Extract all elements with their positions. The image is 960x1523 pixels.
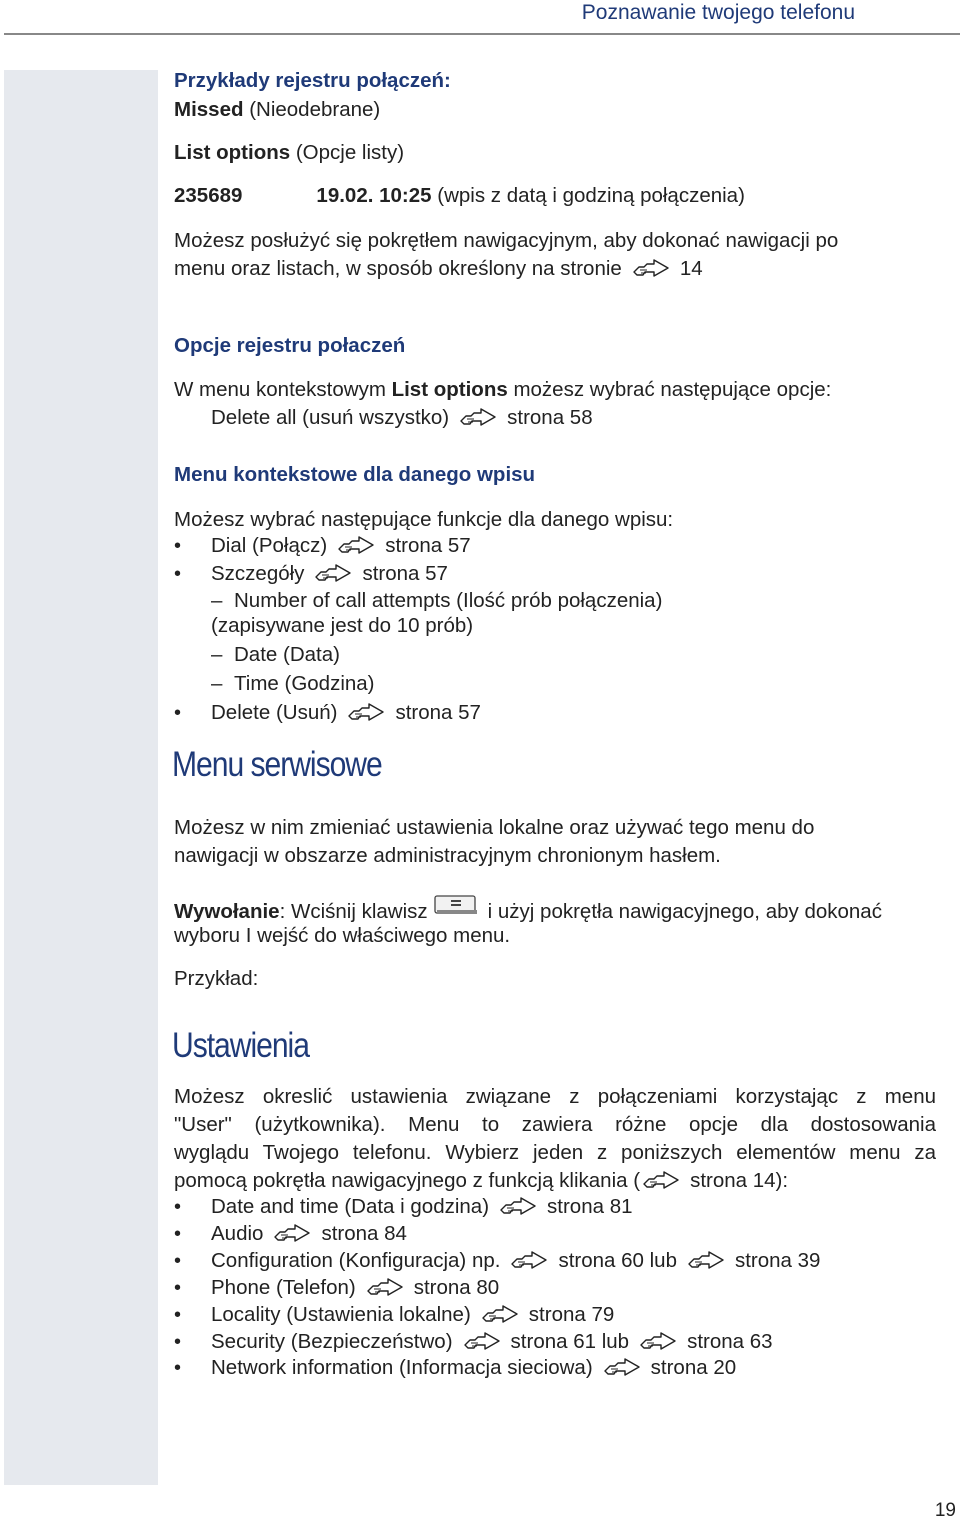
item-label: Security (Bezpieczeństwo) xyxy=(211,1330,453,1353)
missed-label: Missed xyxy=(174,98,244,121)
item-ref: strona 61 lub xyxy=(510,1330,630,1353)
delete-all-ref: strona 58 xyxy=(507,406,593,429)
bullet: • xyxy=(174,1357,182,1379)
settings-line-4 xyxy=(174,1167,936,1195)
menu-key-icon xyxy=(434,894,478,916)
list-options-translation: (Opcje listy) xyxy=(290,141,405,164)
details-sub-2: – Date (Data) xyxy=(211,643,340,666)
delete-all-item xyxy=(211,405,593,431)
details-item xyxy=(211,561,448,587)
call-pre: : Wciśnij klawisz xyxy=(279,900,428,923)
item-ref: strona 81 xyxy=(547,1195,633,1218)
settings-heading: Ustawienia xyxy=(172,1026,309,1065)
bullet: • xyxy=(174,1196,182,1218)
details-sub-1: – Number of call attempts (Ilość prób połączenia) xyxy=(211,589,663,612)
intro-post: możesz wybrać następujące opcje: xyxy=(507,378,832,401)
settings-line-2: "User" (użytkownika). Menu to zawiera różne opcje dla dostosowania xyxy=(174,1113,936,1136)
details-sub-3-text: Time (Godzina) xyxy=(234,672,375,695)
pointing-hand-icon xyxy=(337,535,375,555)
entry-line xyxy=(174,183,745,209)
settings-line-3: wyglądu Twojego telefonu. Wybierz jeden z poniższych elementów menu za xyxy=(174,1141,936,1164)
details-sub-3: – Time (Godzina) xyxy=(211,672,375,695)
page-number: 19 xyxy=(934,1500,956,1521)
bullet: • xyxy=(174,1250,182,1272)
settings-item-phone xyxy=(211,1275,499,1301)
header-rule xyxy=(4,33,960,35)
details-sub-2-text: Date (Data) xyxy=(234,643,340,666)
bullet: • xyxy=(174,1277,182,1299)
settings-line-1: Możesz okreslić ustawienia związane z połączeniami korzystając z menu xyxy=(174,1085,936,1108)
item-label: Configuration (Konfiguracja) np. xyxy=(211,1249,501,1272)
delete-all-label: Delete all (usuń wszystko) xyxy=(211,406,450,429)
intro-pre: W menu kontekstowym xyxy=(174,378,392,401)
call-log-options-heading: Opcje rejestru połaczeń xyxy=(174,334,406,357)
service-line-1: Możesz w nim zmieniać ustawienia lokalne oraz używać tego menu do xyxy=(174,816,815,839)
pointing-hand-icon xyxy=(459,407,497,427)
item-label: Network information (Informacja sieciowa) xyxy=(211,1356,593,1379)
missed-translation: (Nieodebrane) xyxy=(243,98,381,121)
pointing-hand-icon xyxy=(481,1304,519,1324)
intro-bold: List options xyxy=(391,378,508,401)
settings-item-security xyxy=(211,1329,773,1355)
pointing-hand-icon xyxy=(639,1331,677,1351)
pointing-hand-icon xyxy=(273,1223,311,1243)
pointing-hand-icon xyxy=(314,563,352,583)
example-label: Przykład: xyxy=(174,967,259,990)
settings-paragraph xyxy=(174,1083,936,1195)
pointing-hand-icon xyxy=(632,258,670,278)
item-ref-2: strona 63 xyxy=(687,1330,773,1353)
service-line-2: nawigacji w obszarze administracyjnym chronionym hasłem. xyxy=(174,844,721,867)
settings-line-4-ref: strona 14): xyxy=(690,1169,789,1192)
pointing-hand-icon xyxy=(366,1277,404,1297)
service-call-line xyxy=(174,894,882,925)
entry-number: 235689 xyxy=(174,184,243,207)
pointing-hand-icon xyxy=(347,702,385,722)
running-header: Poznawanie twojego telefonu xyxy=(581,1,855,24)
settings-line-4-text: pomocą pokrętła nawigacyjnego z funkcją klikania ( xyxy=(174,1169,641,1192)
bullet: • xyxy=(174,1223,182,1245)
settings-item-network xyxy=(211,1355,736,1381)
dial-item xyxy=(211,533,471,559)
call-log-options-intro xyxy=(174,377,831,403)
details-ref: strona 57 xyxy=(362,562,448,585)
item-ref: strona 79 xyxy=(528,1303,615,1326)
delete-ref: strona 57 xyxy=(395,701,481,724)
details-label: Szczegóły xyxy=(211,562,305,585)
nav-line-2-text: menu oraz listach, w sposób określony na stronie xyxy=(174,257,622,280)
bullet: • xyxy=(174,535,182,557)
settings-item-configuration xyxy=(211,1248,820,1274)
delete-label: Delete (Usuń) xyxy=(211,701,338,724)
list-options-label: List options xyxy=(174,141,291,164)
pointing-hand-icon xyxy=(463,1331,501,1351)
delete-item xyxy=(211,700,481,726)
pointing-hand-icon xyxy=(603,1357,641,1377)
dial-label: Dial (Połącz) xyxy=(211,534,328,557)
nav-line-1: Możesz posłużyć się pokrętłem nawigacyjnym, aby dokonać nawigacji po xyxy=(174,229,839,252)
margin-sidebar xyxy=(4,70,158,1485)
item-label: Date and time (Data i godzina) xyxy=(211,1195,490,1218)
bullet: • xyxy=(174,1331,182,1353)
pointing-hand-icon xyxy=(499,1196,537,1216)
settings-item-audio xyxy=(211,1221,407,1247)
item-ref-2: strona 39 xyxy=(734,1249,821,1272)
item-ref: strona 60 lub xyxy=(558,1249,677,1272)
item-ref: strona 84 xyxy=(321,1222,407,1245)
nav-page-ref: 14 xyxy=(679,257,703,280)
pointing-hand-icon xyxy=(642,1170,680,1190)
service-menu-heading: Menu serwisowe xyxy=(172,745,382,784)
bullet: • xyxy=(174,702,182,724)
dial-ref: strona 57 xyxy=(385,534,471,557)
details-sub-1-text: Number of call attempts (Ilość prób połączenia) xyxy=(234,589,663,612)
examples-heading: Przykłady rejestru połączeń: xyxy=(174,69,451,92)
settings-item-date-time xyxy=(211,1194,633,1220)
item-label: Phone (Telefon) xyxy=(211,1276,356,1299)
details-sub-1-cont: (zapisywane jest do 10 prób) xyxy=(211,614,474,637)
context-menu-heading: Menu kontekstowe dla danego wpisu xyxy=(174,463,536,486)
nav-line-2 xyxy=(174,256,703,282)
item-ref: strona 80 xyxy=(413,1276,500,1299)
missed-line xyxy=(174,97,380,123)
service-call-line-2: wyboru I wejść do właściwego menu. xyxy=(174,924,511,947)
item-label: Audio xyxy=(211,1222,264,1245)
list-options-line xyxy=(174,140,404,166)
pointing-hand-icon xyxy=(510,1250,548,1270)
item-ref: strona 20 xyxy=(650,1356,737,1379)
bullet: • xyxy=(174,563,182,585)
pointing-hand-icon xyxy=(687,1250,725,1270)
settings-item-locality xyxy=(211,1302,614,1328)
item-label: Locality (Ustawienia lokalne) xyxy=(211,1303,471,1326)
entry-description: (wpis z datą i godziną połączenia) xyxy=(431,184,745,207)
call-bold: Wywołanie xyxy=(174,900,280,923)
call-post: i użyj pokrętła nawigacyjnego, aby dokonać xyxy=(487,900,882,923)
context-menu-intro: Możesz wybrać następujące funkcje dla danego wpisu: xyxy=(174,508,674,531)
entry-datetime: 19.02. 10:25 xyxy=(316,184,432,207)
bullet: • xyxy=(174,1304,182,1326)
